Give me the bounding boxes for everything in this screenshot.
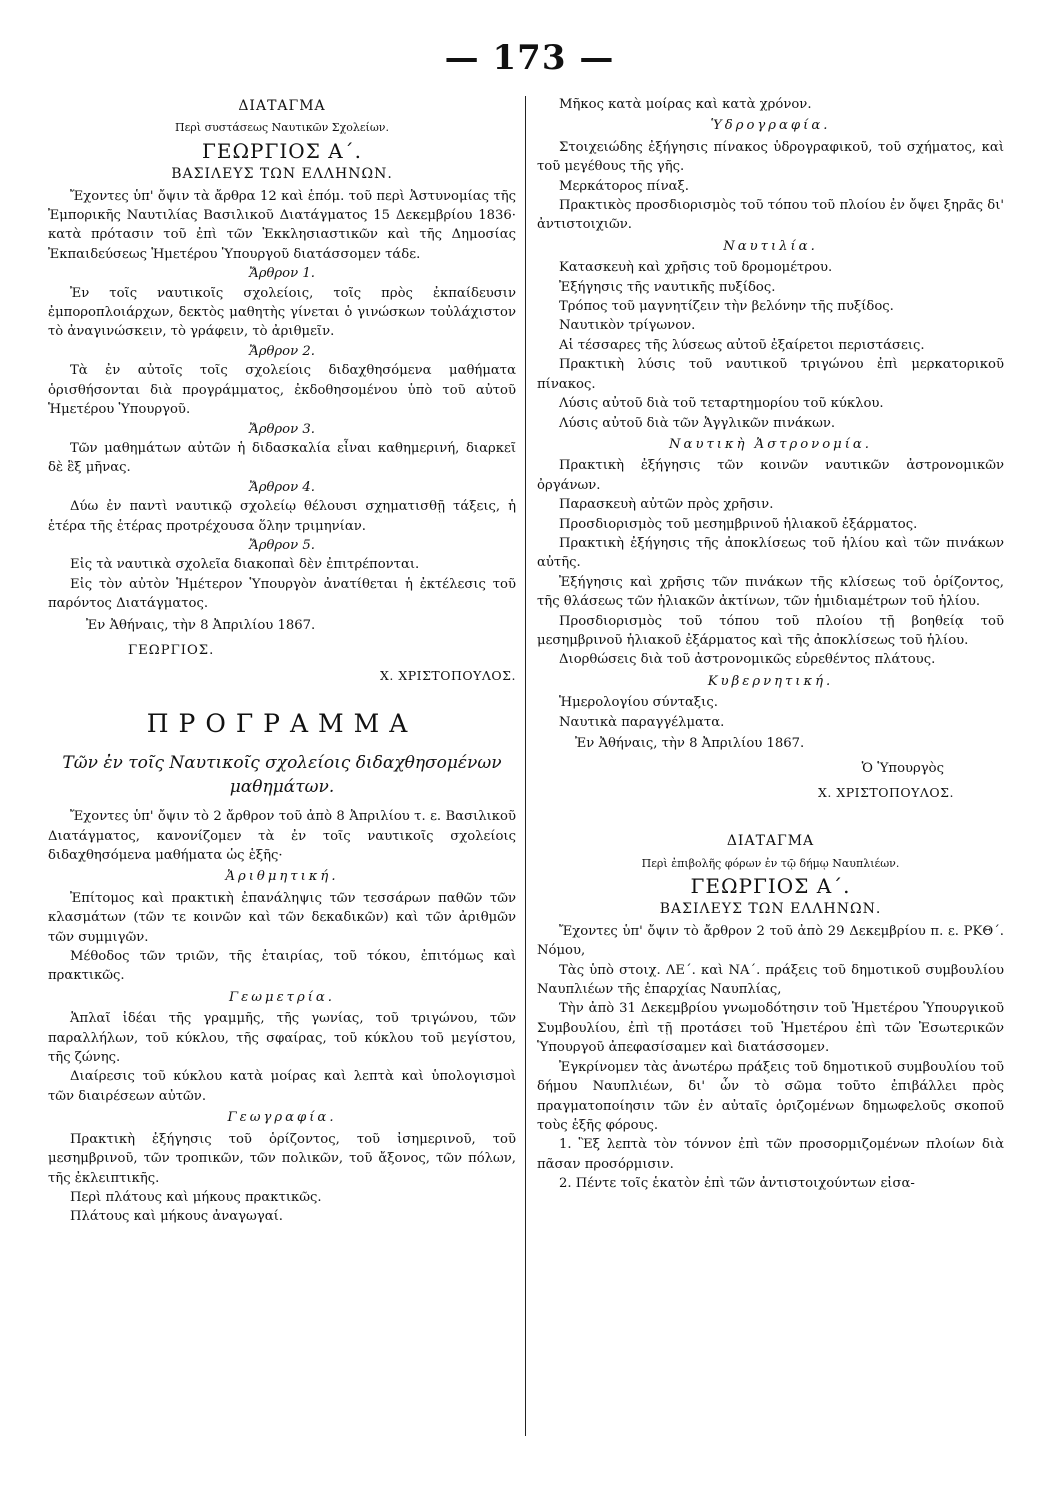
decree-2-item: 2. Πέντε τοῖς ἑκατὸν ἐπὶ τῶν ἀντιστοιχούντων εἰσα- <box>559 1176 915 1192</box>
king-name: ΓΕΩΡΓΙΟΣ Α΄. <box>202 138 362 163</box>
steering-item: Ναυτικὰ παραγγέλματα. <box>559 714 725 730</box>
navigation-heading: Ναυτιλία. <box>723 238 818 254</box>
astronomy-item: Πρακτικὴ ἐξήγησις τῶν κοινῶν ναυτικῶν ἀστρονομικῶν ὀργάνων. <box>537 458 1004 493</box>
hydrography-item: Μερκάτορος πίναξ. <box>559 178 689 194</box>
article-4-text: Δύω ἐν παντὶ ναυτικῷ σχολείῳ θέλουσι σχηματισθῇ τάξεις, ἡ ἑτέρα τῆς ἑτέρας προτρέχουσα ὅλην τριμηνίαν. <box>48 499 516 534</box>
geography-heading: Γεωγραφία. <box>227 1110 337 1126</box>
astronomy-heading: Ναυτικὴ Ἀστρονομία. <box>669 436 872 452</box>
astronomy-item: Διορθώσεις διὰ τοῦ ἀστρονομικῶς εὑρεθέντος πλάτους. <box>559 652 936 668</box>
astronomy-item: Προσδιορισμὸς τοῦ μεσημβρινοῦ ἡλιακοῦ ἐξάρματος. <box>559 516 918 532</box>
decree-2-paragraph: Τὰς ὑπὸ στοιχ. ΛΕ΄. καὶ ΝΑ΄. πράξεις τοῦ δημοτικοῦ συμβουλίου Ναυπλιέων τῆς ἐπαρχίας Ναυπλίας, <box>537 962 1004 998</box>
decree-title: ΔΙΑΤΑΓΜΑ <box>238 98 326 114</box>
decree-2-paragraph: Ἐγκρίνομεν τὰς ἀνωτέρω πράξεις τοῦ δημοτικοῦ συμβουλίου τοῦ δήμου Ναυπλιέων, δι' ὧν τὸ σῶμα τοῦτο ἐπιβάλλει πρὸς πραγματοποίησιν τῶν ἐν αὐταῖς ὁριζομένων δημωφελοῦς σκοποῦ τοὺς ἑξῆς φόρους. <box>537 1059 1004 1133</box>
geometry-item: Ἁπλαῖ ἰδέαι τῆς γραμμῆς, τῆς γωνίας, τοῦ τριγώνου, τῶν παραλλήλων, τοῦ κύκλου, τῆς σφαίρας, τοῦ κύκλου τοῦ μεγίστου, τῆς ζώνης. <box>48 1011 516 1066</box>
decree-preamble: Ἔχοντες ὑπ' ὄψιν τὰ ἄρθρα 12 καὶ ἑπόμ. τοῦ περὶ Ἀστυνομίας τῆς Ἐμπορικῆς Ναυτιλίας Βασιλικοῦ Διατάγματος 15 Δεκεμβρίου 1836· κατὰ πρότασιν τοῦ ἐπὶ τῶν Ἐκκλησιαστικῶν καὶ τῆς Δημοσίας Ἐκπαιδεύσεως Ἡμετέρου Ὑπουργοῦ διατάσσομεν τάδε. <box>48 188 516 262</box>
steering-item: Ἡμερολογίου σύνταξις. <box>559 695 718 711</box>
decree-2-paragraph: Τὴν ἀπὸ 31 Δεκεμβρίου γνωμοδότησιν τοῦ Ἡμετέρου Ὑπουργικοῦ Συμβουλίου, ἐπὶ τῇ προτάσει τοῦ Ἡμετέρου ἐπὶ τῶν Ἐσωτερικῶν Ὑπουργοῦ ἀπεφασίσαμεν καὶ διατάσσομεν. <box>537 1001 1004 1056</box>
geometry-heading: Γεωμετρία. <box>229 989 335 1005</box>
article-3-heading: Ἄρθρον 3. <box>249 421 315 437</box>
hydrography-item: Στοιχειώδης ἐξήγησις πίνακος ὑδρογραφικοῦ, τοῦ σχήματος, καὶ τοῦ μεγέθους τῆς γῆς. <box>537 139 1004 175</box>
astronomy-item: Ἐξήγησις καὶ χρῆσις τῶν πινάκων τῆς κλίσεως τοῦ ὁρίζοντος, τῆς θλάσεως τῶν ἡλιακῶν ἀκτίνων, τῶν ἡμιδιαμέτρων τοῦ ἡλίου. <box>537 574 1004 610</box>
arithmetic-item: Ἐπίτομος καὶ πρακτικὴ ἐπανάληψις τῶν τεσσάρων παθῶν τῶν κλασμάτων (τῶν τε κοινῶν καὶ τῶν δεκαδικῶν) καὶ τῶν ἀριθμῶν τῶν συμμιγῶν. <box>48 890 516 945</box>
decree-2-title: ΔΙΑΤΑΓΜΑ <box>726 833 815 850</box>
hydrography-item: Πρακτικὸς προσδιορισμὸς τοῦ τόπου τοῦ πλοίου ἐν ὄψει ξηρᾶς δι' ἀντιστοιχιῶν. <box>537 198 1004 233</box>
right-column <box>537 95 1004 1194</box>
program-subtitle: Τῶν ἐν τοῖς Ναυτικοῖς σχολείοις διδαχθησομένων μαθημάτων. <box>62 753 502 798</box>
decree-2-item: 1. Ἓξ λεπτὰ τὸν τόννον ἐπὶ τῶν προσορμιζομένων πλοίων διὰ πᾶσαν προσόρμισιν. <box>537 1137 1004 1172</box>
article-5-execution: Εἰς τὸν αὐτὸν Ἡμέτερον Ὑπουργὸν ἀνατίθεται ἡ ἐκτέλεσις τοῦ παρόντος Διατάγματος. <box>48 576 516 612</box>
decree-2-king-title: ΒΑΣΙΛΕΥΣ ΤΩΝ ΕΛΛΗΝΩΝ. <box>659 901 882 918</box>
decree-date: Ἐν Ἀθήναις, τὴν 8 Ἀπριλίου 1867. <box>86 617 316 633</box>
decree-2-king-name: ΓΕΩΡΓΙΟΣ Α΄. <box>690 874 851 899</box>
article-5-text: Εἰς τὰ ναυτικὰ σχολεῖα διακοπαὶ δὲν ἐπιτρέπονται. <box>70 557 420 573</box>
decree-2-paragraph: Ἔχοντες ὑπ' ὄψιν τὸ ἄρθρον 2 τοῦ ἀπὸ 29 Δεκεμβρίου π. ε. ΡΚΘ΄. Νόμου, <box>537 923 1004 959</box>
program-title: ΠΡΟΓΡΑΜΜΑ <box>146 708 418 738</box>
column-divider <box>525 96 526 1436</box>
article-2-heading: Ἄρθρον 2. <box>249 343 315 359</box>
program-intro: Ἔχοντες ὑπ' ὄψιν τὸ 2 ἄρθρον τοῦ ἀπὸ 8 Ἀπριλίου τ. ε. Βασιλικοῦ Διατάγματος, κανονίζομεν τὰ ἐν τοῖς ναυτικοῖς σχολείοις διδαχθησόμενα μαθήματα ὡς ἑξῆς· <box>48 809 516 863</box>
article-2-text: Τὰ ἐν αὐτοῖς τοῖς σχολείοις διδαχθησόμενα μαθήματα ὁρισθήσονται διὰ προγράμματος, ἐκδοθησομένου ὑπὸ τοῦ αὐτοῦ Ἡμετέρου Ὑπουργοῦ. <box>48 363 516 418</box>
article-1-text: Ἐν τοῖς ναυτικοῖς σχολείοις, τοῖς πρὸς ἐκπαίδευσιν ἐμποροπλοιάρχων, δεκτὸς μαθητὴς γίνεται ὁ γινώσκων τοὐλάχιστον τὸ ἀναγινώσκειν, τὸ γράφειν, τὸ ἀριθμεῖν. <box>48 285 516 340</box>
decree-2-subtitle: Περὶ ἐπιβολῆς φόρων ἐν τῷ δήμῳ Ναυπλιέων. <box>641 856 900 870</box>
navigation-item: Τρόπος τοῦ μαγνητίζειν τὴν βελόνην τῆς πυξίδος. <box>559 299 894 315</box>
arithmetic-item: Μέθοδος τῶν τριῶν, τῆς ἑταιρίας, τοῦ τόκου, ἐπιτόμως καὶ πρακτικῶς. <box>48 949 516 984</box>
hydrography-heading: Ὑδρογραφία. <box>710 118 831 134</box>
navigation-item: Ναυτικὸν τρίγωνον. <box>559 318 696 334</box>
navigation-item: Ἐξήγησις τῆς ναυτικῆς πυξίδος. <box>559 279 776 295</box>
astronomy-item: Παρασκευὴ αὐτῶν πρὸς χρῆσιν. <box>559 497 774 513</box>
article-5-heading: Ἄρθρον 5. <box>249 537 315 553</box>
astronomy-item: Πρακτικὴ ἐξήγησις τῆς ἀποκλίσεως τοῦ ἡλίου καὶ τῶν πινάκων αὐτῆς. <box>537 535 1004 571</box>
article-1-heading: Ἄρθρον 1. <box>249 266 315 282</box>
minister-label: Ὁ Ὑπουργὸς <box>861 761 944 777</box>
geography-item: Πρακτικὴ ἐξήγησις τοῦ ὁρίζοντος, τοῦ ἰσημερινοῦ, τοῦ μεσημβρινοῦ, τῶν τροπικῶν, τῶν πολικῶν, τοῦ ἄξονος, τῶν πόλων, τῆς ἐκλειπτικῆς. <box>48 1131 516 1186</box>
page-number: — 173 — <box>444 38 615 78</box>
navigation-item: Λύσις αὐτοῦ διὰ τῶν Ἀγγλικῶν πινάκων. <box>559 415 836 431</box>
left-column <box>48 95 516 1227</box>
navigation-item: Κατασκευὴ καὶ χρῆσις τοῦ δρομομέτρου. <box>559 260 833 276</box>
decree-subtitle: Περὶ συστάσεως Ναυτικῶν Σχολείων. <box>175 121 389 135</box>
geography-item: Περὶ πλάτους καὶ μήκους πρακτικῶς. <box>70 1189 322 1205</box>
signature-king: ΓΕΩΡΓΙΟΣ. <box>128 642 215 658</box>
signature-minister: Χ. ΧΡΙΣΤΟΠΟΥΛΟΣ. <box>379 668 516 684</box>
navigation-item: Πρακτικὴ λύσις τοῦ ναυτικοῦ τριγώνου ἐπὶ μερκατορικοῦ πίνακος. <box>537 357 1004 392</box>
geometry-item: Διαίρεσις τοῦ κύκλου κατὰ μοίρας καὶ λεπτὰ καὶ ὑπολογισμοὶ τῶν διαιρέσεων αὐτῶν. <box>48 1069 516 1104</box>
article-4-heading: Ἄρθρον 4. <box>249 479 315 495</box>
king-title: ΒΑΣΙΛΕΥΣ ΤΩΝ ΕΛΛΗΝΩΝ. <box>171 166 393 183</box>
minister-signature: Χ. ΧΡΙΣΤΟΠΟΥΛΟΣ. <box>817 784 954 800</box>
navigation-item: Αἱ τέσσαρες τῆς λύσεως αὐτοῦ ἐξαίρετοι περιστάσεις. <box>559 337 925 353</box>
program-date: Ἐν Ἀθήναις, τὴν 8 Ἀπριλίου 1867. <box>575 736 805 751</box>
steering-heading: Κυβερνητική. <box>707 673 834 689</box>
geography-item: Μῆκος κατὰ μοίρας καὶ κατὰ χρόνον. <box>559 97 812 112</box>
geography-item: Πλάτους καὶ μήκους ἀναγωγαί. <box>70 1209 283 1225</box>
article-3-text: Τῶν μαθημάτων αὐτῶν ἡ διδασκαλία εἶναι καθημερινή, διαρκεῖ δὲ ἓξ μῆνας. <box>48 440 516 476</box>
arithmetic-heading: Ἀριθμητική. <box>225 869 339 885</box>
navigation-item: Λύσις αὐτοῦ διὰ τοῦ τεταρτημορίου τοῦ κύκλου. <box>559 396 884 412</box>
astronomy-item: Προσδιορισμὸς τοῦ τόπου τοῦ πλοίου τῇ βοηθείᾳ τοῦ μεσημβρινοῦ ἡλιακοῦ ἐξάρματος καὶ τῆς ἀποκλίσεως τοῦ ἡλίου. <box>537 613 1004 648</box>
